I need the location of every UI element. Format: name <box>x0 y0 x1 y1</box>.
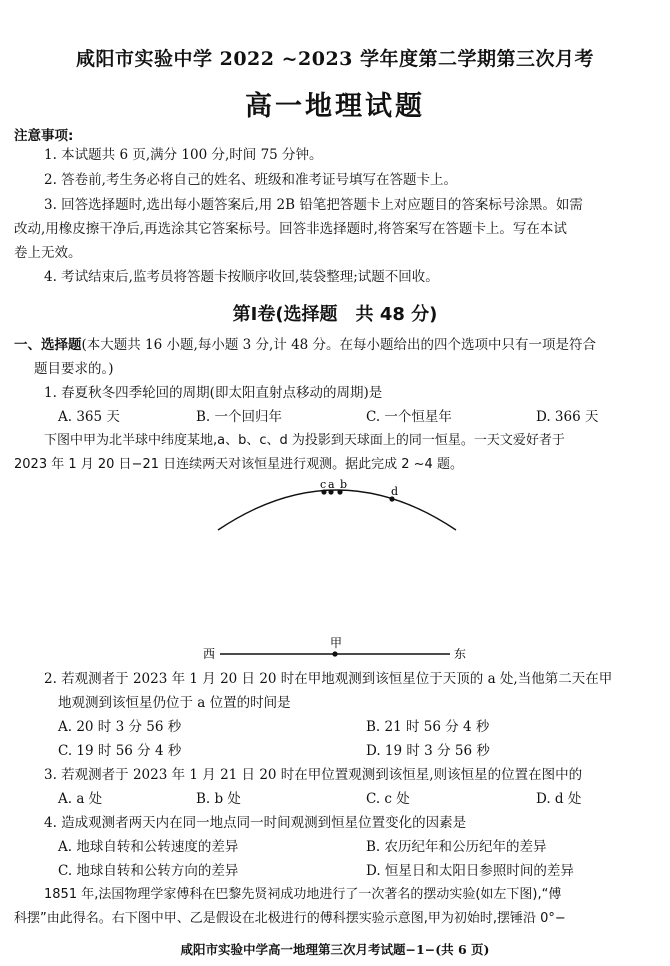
part-desc: (本大题共 16 小题,每小题 3 分,计 48 分。在每小题给出的四个选项中只有一项是符合 <box>81 337 597 353</box>
page-footer: 咸阳市实验中学高一地理第三次月考试题−1−(共 6 页) <box>180 942 490 957</box>
star-label-a: a <box>328 478 335 491</box>
part-label: 一、选择题 <box>14 337 82 353</box>
q1-option-c: C. 一个恒星年 <box>366 409 452 425</box>
notice-item-3-cont-2: 卷上无效。 <box>14 245 82 261</box>
star-label-c: c <box>320 478 327 491</box>
notice-item-4: 4. 考试结束后,监考员将答题卡按顺序收回,装袋整理;试题不回收。 <box>44 269 439 285</box>
celestial-sphere-figure <box>0 470 670 670</box>
part-desc-cont: 题目要求的。) <box>34 361 114 377</box>
celestial-arc <box>218 490 456 530</box>
material2-line2: 科摆”由此得名。右下图中甲、乙是假设在北极进行的傅科摆实验示意图,甲为初始时,摆锤沿 0°− <box>14 911 566 926</box>
subject-title: 高一地理试题 <box>245 91 425 122</box>
part-intro <box>14 336 596 354</box>
east-label: 东 <box>454 647 467 661</box>
star-label-d: d <box>391 485 399 498</box>
q2-option-d: D. 19 时 3 分 56 秒 <box>366 743 490 759</box>
q3-option-b: B. b 处 <box>196 791 241 807</box>
q1-stem: 1. 春夏秋冬四季轮回的周期(即太阳直射点移动的周期)是 <box>44 385 383 401</box>
q2-stem-2: 地观测到该恒星仍位于 a 位置的时间是 <box>58 695 291 711</box>
q3-option-a: A. a 处 <box>58 791 103 807</box>
material1-line2: 2023 年 1 月 20 日−21 日连续两天对该恒星进行观测。据此完成 2 ~4 题。 <box>14 457 463 472</box>
notice-item-1: 1. 本试题共 6 页,满分 100 分,时间 75 分钟。 <box>44 147 323 163</box>
section-title: 第Ⅰ卷(选择题 共 48 分) <box>232 304 438 325</box>
star-label-b: b <box>340 478 348 491</box>
q3-option-c: C. c 处 <box>366 791 410 807</box>
exam-title: 咸阳市实验中学 2022 ~2023 学年度第二学期第三次月考 <box>75 48 595 70</box>
q2-option-c: C. 19 时 56 分 4 秒 <box>58 743 182 759</box>
notice-item-3: 3. 回答选择题时,选出每小题答案后,用 2B 铅笔把答题卡上对应题目的答案标号涂黑。如需 <box>44 197 583 213</box>
notice-item-3-cont-1: 改动,用橡皮擦干净后,再选涂其它答案标号。回答非选择题时,将答案写在答题卡上。写在本试 <box>14 221 567 237</box>
q1-option-b: B. 一个回归年 <box>196 409 283 425</box>
q3-stem: 3. 若观测者于 2023 年 1 月 21 日 20 时在甲位置观测到该恒星,则该恒星的位置在图中的 <box>44 767 583 783</box>
material1-line1: 下图中甲为北半球中纬度某地,a、b、c、d 为投影到天球面上的同一恒星。一天文爱好者于 <box>44 433 565 448</box>
q1-option-d: D. 366 天 <box>536 409 599 425</box>
west-label: 西 <box>203 647 216 661</box>
q4-option-d: D. 恒星日和太阳日参照时间的差异 <box>366 863 574 879</box>
notice-heading: 注意事项: <box>14 128 74 144</box>
q4-option-a: A. 地球自转和公转速度的差异 <box>58 839 239 855</box>
observer-label: 甲 <box>330 636 343 650</box>
material2-line1: 1851 年,法国物理学家傅科在巴黎先贤祠成功地进行了一次著名的摆动实验(如左下图),“傅 <box>44 887 562 902</box>
q2-option-a: A. 20 时 3 分 56 秒 <box>58 719 182 735</box>
q2-stem-1: 2. 若观测者于 2023 年 1 月 20 日 20 时在甲地观测到该恒星位于天顶的 a 处,当他第二天在甲 <box>44 671 613 687</box>
q1-option-a: A. 365 天 <box>58 409 120 425</box>
q4-option-b: B. 农历纪年和公历纪年的差异 <box>366 839 547 855</box>
observer-point <box>332 651 337 656</box>
q2-option-b: B. 21 时 56 分 4 秒 <box>366 719 490 735</box>
q3-option-d: D. d 处 <box>536 791 582 807</box>
q4-option-c: C. 地球自转和公转方向的差异 <box>58 863 239 879</box>
q4-stem: 4. 造成观测者两天内在同一地点同一时间观测到恒星位置变化的因素是 <box>44 815 467 831</box>
notice-item-2: 2. 答卷前,考生务必将自己的姓名、班级和准考证号填写在答题卡上。 <box>44 172 457 188</box>
